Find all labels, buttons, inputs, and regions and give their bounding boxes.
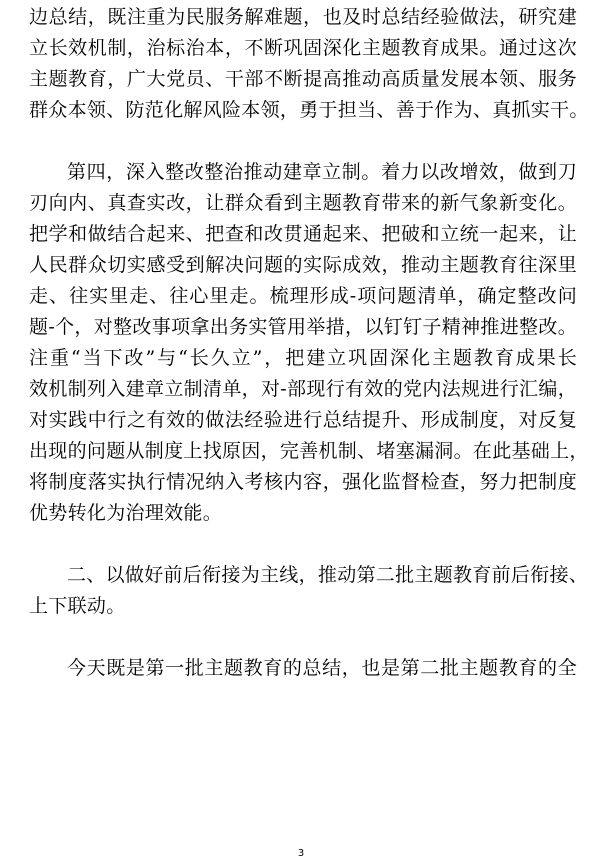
paragraph-gap [29,529,577,560]
text-line: 边总结，既注重为民服务解难题，也及时总结经验做法，研究建 [29,6,577,28]
text-line: 注重“当下改”与“长久立”，把建立巩固深化主题教育成果长 [29,347,577,369]
text-line: 优势转化为治理效能。 [29,502,223,524]
text-line: 今天既是第一批主题教育的总结，也是第二批主题教育的全 [67,657,577,679]
paragraph-2 [29,157,589,529]
section-heading-line: 上下联动。 [29,595,126,617]
text-line: 主题教育，广大党员、干部不断提高推动高质量发展本领、服务 [29,68,577,90]
text-line: 人民群众切实感受到解决问题的实际成效，推动主题教育往深里 [29,254,577,276]
text-line: 将制度落实执行情况纳入考核内容，强化监督检查，努力把制度 [29,471,577,493]
text-line: 走、往实里走、往心里走。梳理形成-项问题清单，确定整改问 [29,285,577,307]
text-line: 出现的问题从制度上找原因，完善机制、堵塞漏洞。在此基础上， [29,440,589,462]
paragraph-gap [29,622,577,653]
page-number: 3 [297,848,305,859]
section-heading-line: 二、以做好前后衔接为主线，推动第二批主题教育前后衔接、 [67,564,589,586]
text-line: 立长效机制，治标治本，不断巩固深化主题教育成果。通过这次 [29,37,577,59]
text-line: 刃向内、真查实改，让群众看到主题教育带来的新气象新变化。 [29,192,577,214]
paragraph-1 [29,2,589,126]
text-line: 第四，深入整改整治推动建章立制。着力以改增效，做到刀 [67,161,577,183]
text-line: 对实践中行之有效的做法经验进行总结提升、形成制度，对反复 [29,409,577,431]
text-line: 把学和做结合起来、把查和改贯通起来、把破和立统一起来，让 [29,223,577,245]
paragraph-4 [29,653,577,684]
paragraph-gap [29,126,577,157]
paragraph-3 [29,560,589,622]
text-line: 题-个，对整改事项拿出务实管用举措，以钉钉子精神推进整改。 [29,316,577,338]
text-line: 群众本领、防范化解风险本领，勇于担当、善于作为、真抓实干。 [29,99,589,121]
text-line: 效机制列入建章立制清单，对-部现行有效的党内法规进行汇编， [29,378,577,400]
document-body [29,2,589,684]
